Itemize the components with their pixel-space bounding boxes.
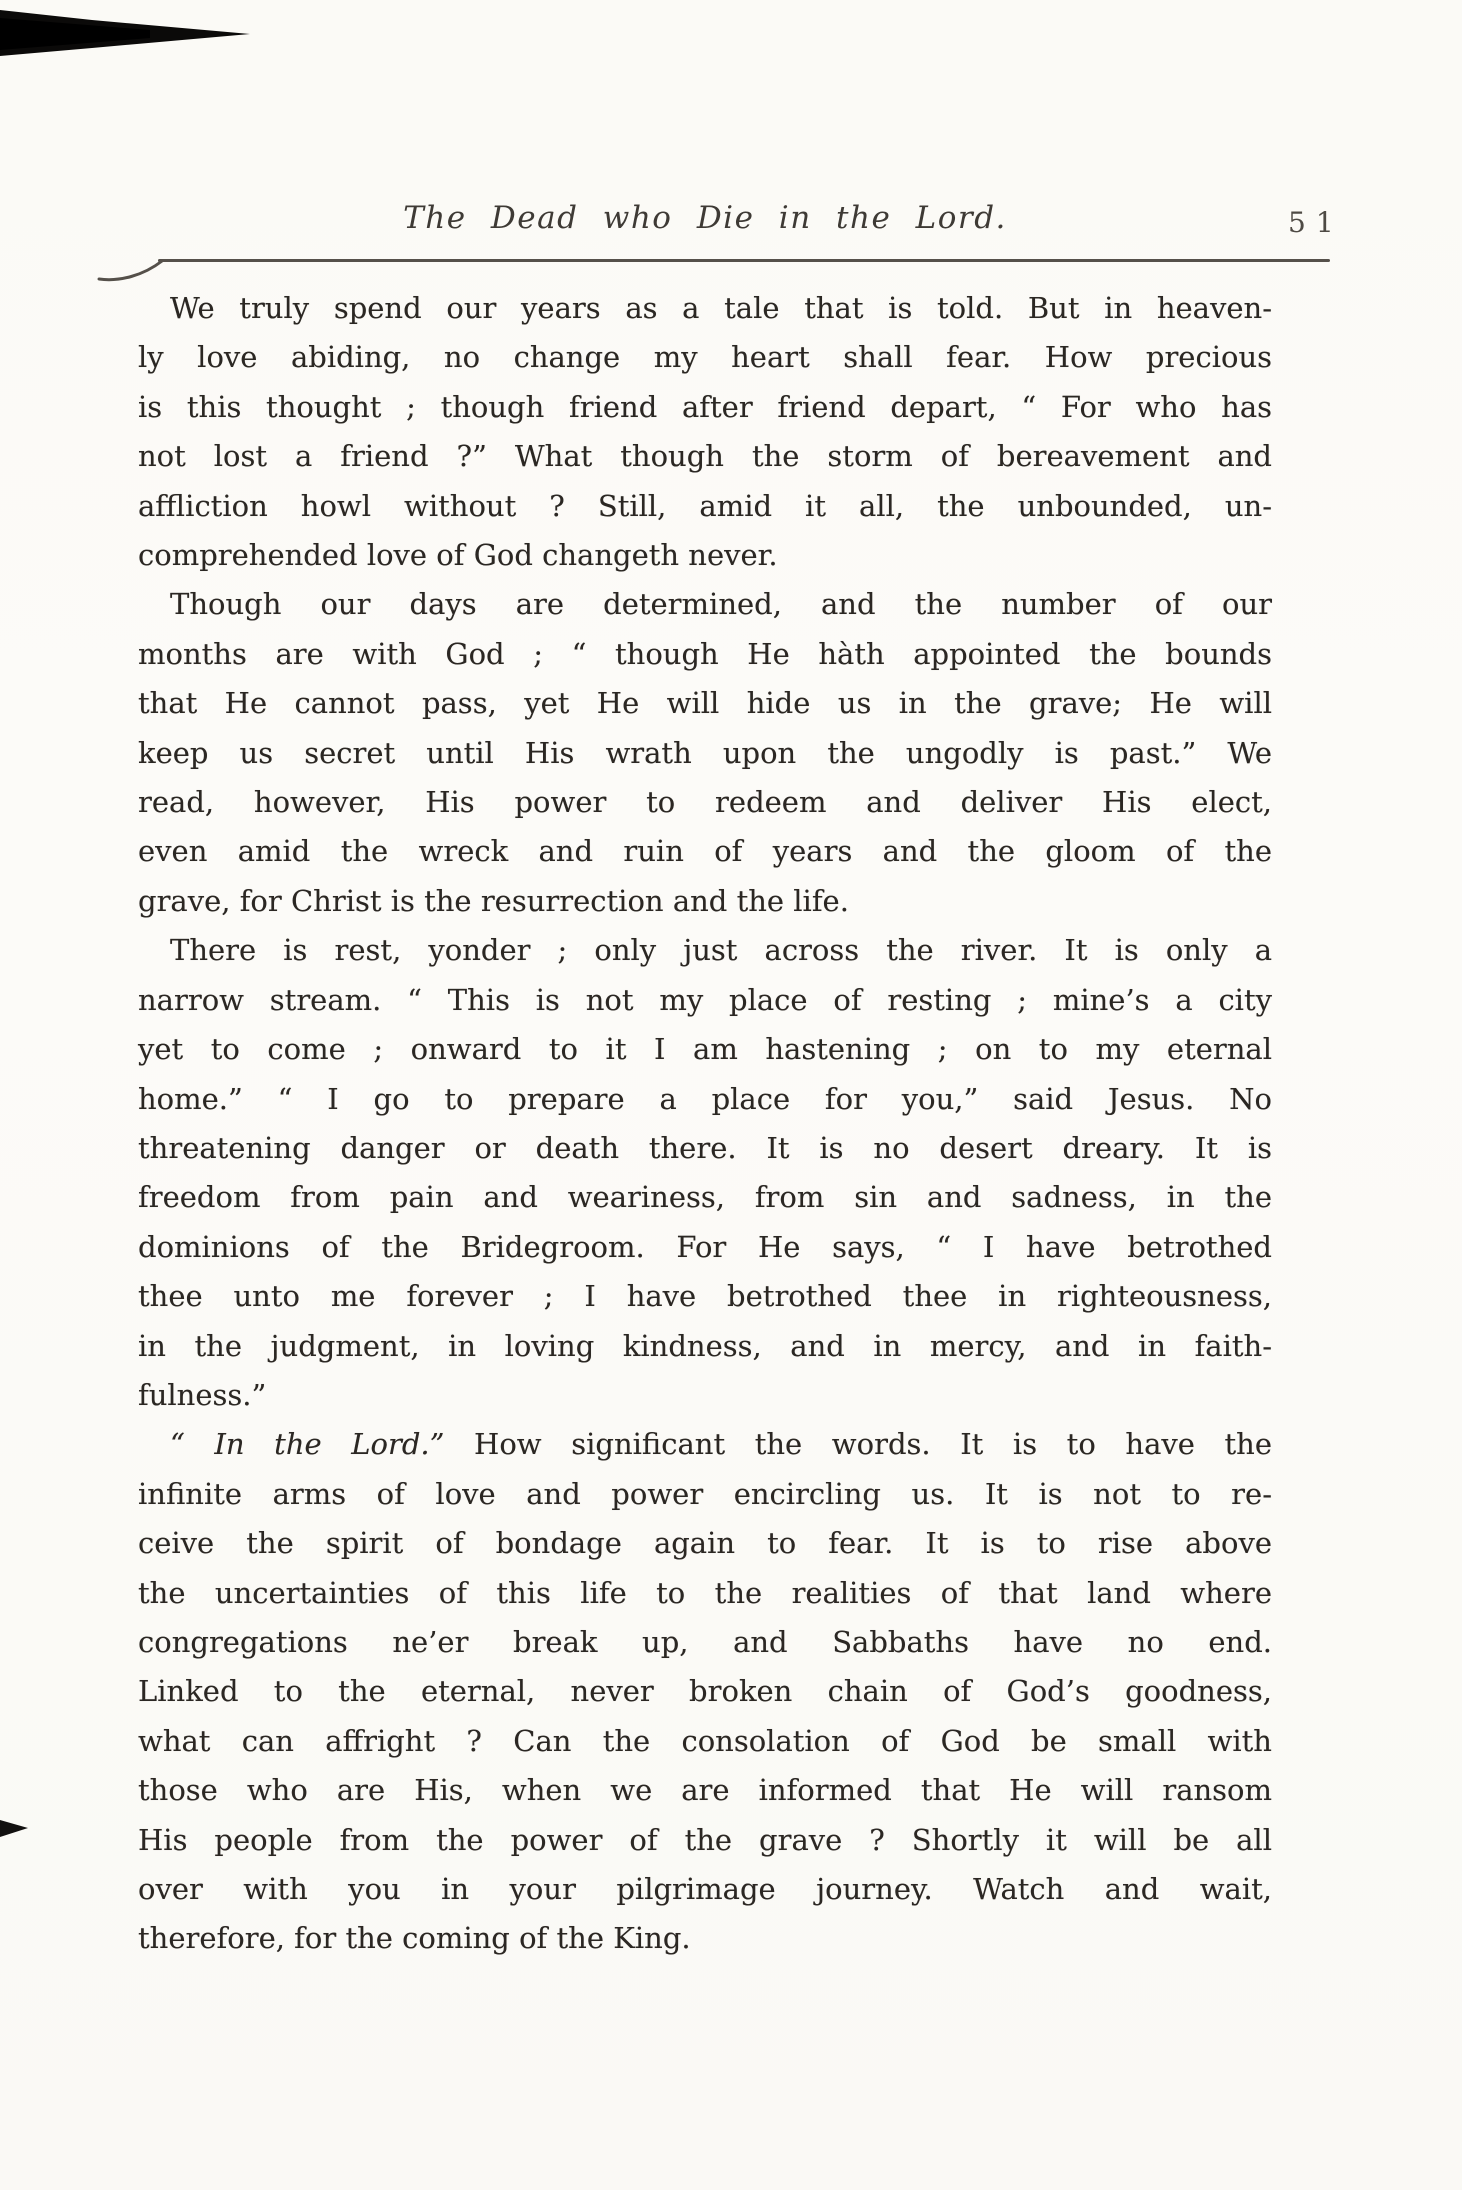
text-segment: Though our days are determined, and the number of our <box>170 587 1272 622</box>
text-segment: affliction howl without ? Still, amid it all, the unbounded, un- <box>138 488 1272 523</box>
text-segment: dominions of the Bridegroom. For He says, “ I have betrothed <box>138 1229 1272 1264</box>
text-line <box>138 976 1272 1025</box>
text-line <box>138 1865 1272 1914</box>
text-segment: read, however, His power to redeem and deliver His elect, <box>138 785 1272 820</box>
text-segment: infinite arms of love and power encircling us. It is not to re- <box>138 1476 1272 1511</box>
text-line <box>138 1322 1272 1371</box>
text-segment: yet to come ; onward to it I am hastening ; on to my eternal <box>138 1032 1272 1067</box>
text-line <box>138 1816 1272 1865</box>
text-segment: therefore, for the coming of the King. <box>138 1921 691 1956</box>
running-title: The Dead who Die in the Lord. <box>403 200 1007 236</box>
text-line <box>138 333 1272 382</box>
text-segment: grave, for Christ is the resurrection and the life. <box>138 883 849 918</box>
text-line <box>138 1223 1272 1272</box>
text-segment: that He cannot pass, yet He will hide us in the grave; He will <box>138 686 1272 721</box>
text-line <box>138 1075 1272 1124</box>
text-block <box>138 284 1272 1964</box>
text-line <box>138 679 1272 728</box>
text-segment: Linked to the eternal, never broken chain of God’s goodness, <box>138 1674 1272 1709</box>
text-line <box>138 1618 1272 1667</box>
text-line <box>138 531 1272 580</box>
text-line <box>138 1173 1272 1222</box>
text-line <box>138 1766 1272 1815</box>
text-line <box>138 1025 1272 1074</box>
text-line <box>138 827 1272 876</box>
text-line <box>138 778 1272 827</box>
text-line <box>138 1569 1272 1618</box>
text-line <box>138 1519 1272 1568</box>
text-line <box>138 926 1272 975</box>
text-segment: His people from the power of the grave ? Shortly it will be all <box>138 1822 1272 1857</box>
paragraph <box>138 926 1272 1420</box>
text-segment: months are with God ; “ though He hàth appointed the bounds <box>138 636 1272 671</box>
text-line <box>138 1717 1272 1766</box>
text-line <box>138 630 1272 679</box>
text-segment: How significant the words. It is to have the <box>444 1427 1273 1462</box>
text-segment: comprehended love of God changeth never. <box>138 538 778 573</box>
paragraph <box>138 580 1272 926</box>
text-segment: ceive the spirit of bondage again to fear. It is to rise above <box>138 1526 1272 1561</box>
text-segment: We truly spend our years as a tale that is told. But in heaven- <box>170 291 1272 325</box>
text-segment: what can affright ? Can the consolation of God be small with <box>138 1723 1272 1758</box>
text-segment: thee unto me forever ; I have betrothed thee in righteousness, <box>138 1279 1272 1314</box>
text-segment: narrow stream. “ This is not my place of resting ; mine’s a city <box>138 982 1272 1017</box>
italic-text-segment: “ In the Lord.” <box>170 1427 445 1462</box>
text-segment: freedom from pain and weariness, from sin and sadness, in the <box>138 1180 1272 1215</box>
text-line <box>138 1371 1272 1420</box>
text-segment: home.” “ I go to prepare a place for you,” said Jesus. No <box>138 1081 1272 1116</box>
text-line <box>138 482 1272 531</box>
text-segment: is this thought ; though friend after friend depart, “ For who has <box>138 389 1272 424</box>
text-line <box>138 432 1272 481</box>
text-segment: not lost a friend ?” What though the storm of bereavement and <box>138 439 1272 474</box>
text-line <box>138 729 1272 778</box>
text-segment: There is rest, yonder ; only just across the river. It is only a <box>170 933 1272 968</box>
text-line <box>138 1667 1272 1716</box>
text-segment: in the judgment, in loving kindness, and in mercy, and in faith- <box>138 1328 1272 1363</box>
scan-artifact-top-left <box>0 8 252 60</box>
text-segment: fulness.” <box>138 1377 267 1412</box>
header-rule <box>158 259 1330 262</box>
text-line <box>138 383 1272 432</box>
page-number: 51 <box>1288 206 1344 239</box>
text-line <box>138 1914 1272 1963</box>
text-segment: even amid the wreck and ruin of years and the gloom of the <box>138 834 1272 869</box>
text-segment: the uncertainties of this life to the realities of that land where <box>138 1575 1272 1610</box>
text-line <box>138 1124 1272 1173</box>
scan-artifact-bottom-left <box>0 1820 30 1838</box>
paragraph <box>138 1420 1272 1963</box>
text-segment: congregations ne’er break up, and Sabbaths have no end. <box>138 1624 1272 1659</box>
text-segment: keep us secret until His wrath upon the ungodly is past.” We <box>138 735 1272 770</box>
text-segment: threatening danger or death there. It is no desert dreary. It is <box>138 1130 1272 1165</box>
text-line <box>138 877 1272 926</box>
paragraph <box>138 284 1272 580</box>
page-header <box>138 200 1272 236</box>
text-segment: ly love abiding, no change my heart shall fear. How precious <box>138 340 1272 375</box>
text-segment: those who are His, when we are informed that He will ransom <box>138 1773 1272 1808</box>
text-line <box>138 284 1272 333</box>
text-segment: over with you in your pilgrimage journey. Watch and wait, <box>138 1872 1272 1906</box>
text-line <box>138 1420 1272 1469</box>
text-line <box>138 1470 1272 1519</box>
text-line <box>138 580 1272 629</box>
text-line <box>138 1272 1272 1321</box>
